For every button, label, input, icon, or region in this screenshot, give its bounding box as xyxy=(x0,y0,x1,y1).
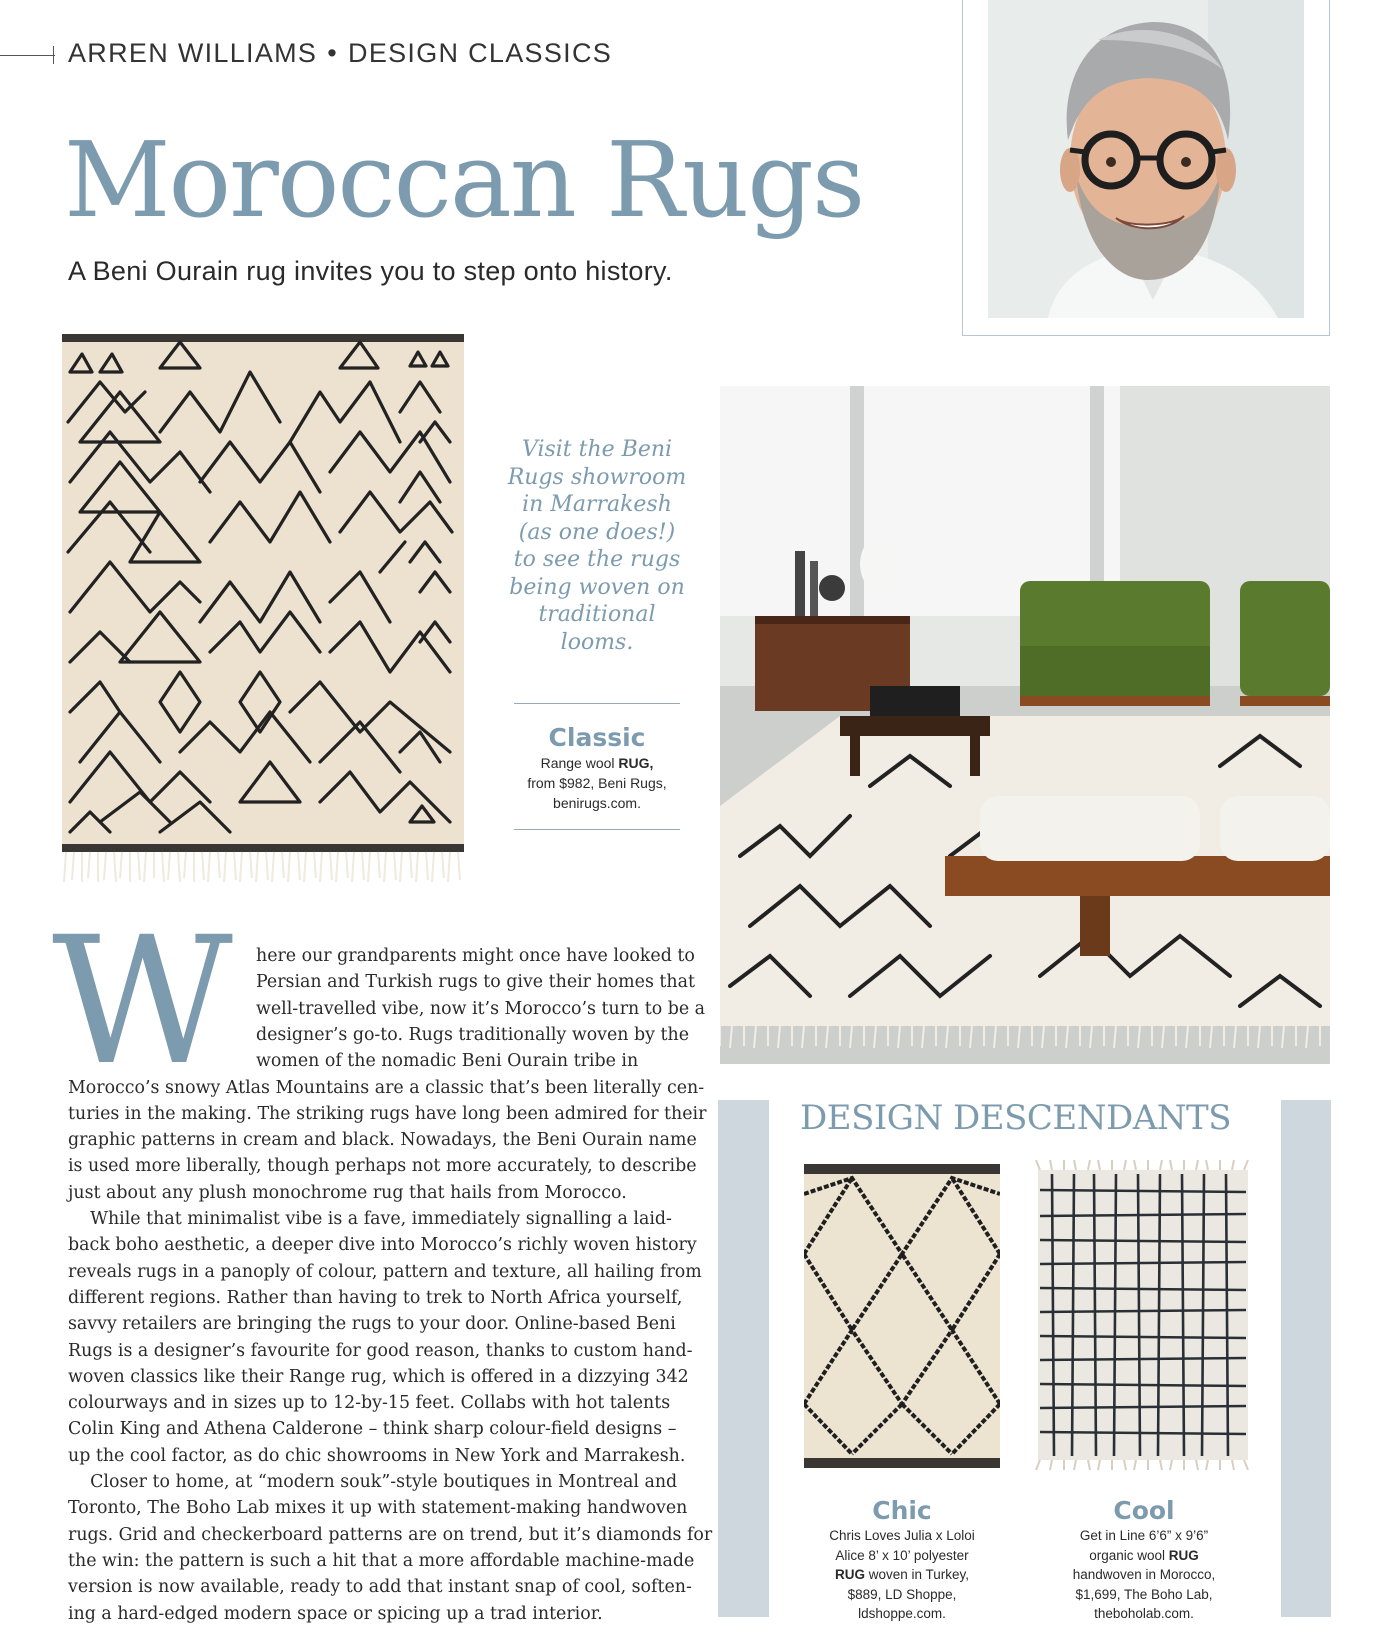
article-line: colourways and in sizes up to 12-by-15 feet. Collabs with hot talents xyxy=(68,1393,671,1414)
article-line: Morocco’s snowy Atlas Mountains are a classic that’s been literally cen- xyxy=(68,1077,705,1098)
classic-line3: benirugs.com. xyxy=(553,795,641,811)
article-line: turies in the making. The striking rugs have long been admired for their xyxy=(68,1103,707,1124)
article-line: savvy retailers are bringing the rugs to your door. Online-based Beni xyxy=(68,1314,676,1335)
article-line: back boho aesthetic, a deeper dive into Morocco’s richly woven history xyxy=(68,1235,697,1256)
article-line: Persian and Turkish rugs to give their homes that xyxy=(256,972,695,993)
chic-line4: $889, LD Shoppe, xyxy=(847,1586,957,1602)
chic-line1: Chris Loves Julia x Loloi xyxy=(829,1528,975,1543)
classic-title: Classic xyxy=(548,723,646,752)
classic-details xyxy=(500,753,694,813)
article-line: Rugs is a designer’s favourite for good reason, thanks to custom hand- xyxy=(68,1340,693,1361)
cool-line3: handwoven in Morocco, xyxy=(1072,1567,1216,1582)
drop-cap: W xyxy=(52,899,233,1104)
header-rule-tick xyxy=(53,46,54,64)
header-rule xyxy=(0,55,55,56)
article-line: designer’s go-to. Rugs traditionally woven by the xyxy=(256,1024,689,1045)
page-title: Moroccan Rugs xyxy=(64,119,864,241)
caption-rule-top xyxy=(514,703,680,704)
page-subtitle: A Beni Ourain rug invites you to step onto history. xyxy=(68,256,673,286)
article-line: women of the nomadic Beni Ourain tribe in xyxy=(256,1051,639,1072)
article-line: Closer to home, at “modern souk”-style boutiques in Montreal and xyxy=(68,1472,678,1492)
article-line: is used more liberally, though perhaps not more accurately, to describe xyxy=(68,1156,697,1177)
cool-line5: theboholab.com. xyxy=(1094,1606,1194,1621)
classic-rug-label: RUG, xyxy=(618,755,654,771)
article-line: ing a hard-edged modern space or spicing up a trad interior. xyxy=(68,1603,603,1624)
pull-quote-line: being woven on xyxy=(509,574,685,600)
cool-caption xyxy=(1044,1496,1244,1624)
chic-line3: woven in Turkey, xyxy=(868,1567,970,1582)
article-line: the win: the pattern is such a hit that a more affordable machine-made xyxy=(68,1550,695,1571)
kicker xyxy=(68,38,612,69)
chic-rug-label: RUG xyxy=(834,1567,865,1582)
cool-rug-image xyxy=(1032,1160,1254,1470)
article-line: graphic patterns in cream and black. Nowadays, the Beni Ourain name xyxy=(68,1130,697,1151)
article-line: up the cool factor, as do chic showrooms in New York and Marrakesh. xyxy=(68,1445,686,1466)
article-line: Colin King and Athena Calderone – think sharp colour-field designs – xyxy=(68,1419,677,1440)
sidebar-panel-right xyxy=(1281,1100,1331,1617)
sidebar-title: DESIGN DESCENDANTS xyxy=(800,1098,1232,1138)
article-line: version is now available, ready to add that instant snap of cool, soften- xyxy=(68,1577,692,1598)
kicker-separator: • xyxy=(327,38,339,68)
pull-quote-line: Visit the Beni xyxy=(521,437,673,462)
article-line: woven classics like their Range rug, which is offered in a dizzying 342 xyxy=(68,1366,689,1387)
article-line: here our grandparents might once have looked to xyxy=(256,946,695,966)
chic-details xyxy=(802,1526,1002,1624)
article-line: While that minimalist vibe is a fave, immediately signalling a laid- xyxy=(68,1209,672,1229)
article-line: just about any plush monochrome rug that hails from Morocco. xyxy=(68,1182,627,1203)
caption-rule-bottom xyxy=(514,829,680,830)
article-line: Toronto, The Boho Lab mixes it up with statement-making handwoven xyxy=(68,1498,688,1519)
chic-rug-image xyxy=(804,1164,1000,1468)
cool-title: Cool xyxy=(1113,1496,1175,1525)
chic-line5: ldshoppe.com. xyxy=(858,1606,946,1621)
column-name: DESIGN CLASSICS xyxy=(348,38,613,68)
cool-line1: Get in Line 6’6” x 9’6” xyxy=(1079,1528,1209,1543)
chic-caption xyxy=(802,1496,1002,1624)
article-line: well-travelled vibe, now it’s Morocco’s turn to be a xyxy=(256,998,706,1019)
classic-caption xyxy=(500,723,694,813)
pull-quote xyxy=(500,436,694,656)
living-room-photo xyxy=(720,386,1330,1064)
chic-title: Chic xyxy=(872,1496,932,1525)
cool-details xyxy=(1044,1526,1244,1624)
pull-quote-line: (as one does!) xyxy=(518,519,676,545)
pull-quote-line: traditional looms. xyxy=(538,602,656,655)
chic-line2: Alice 8’ x 10’ polyester xyxy=(835,1547,969,1563)
cool-line4: $1,699, The Boho Lab, xyxy=(1075,1586,1213,1602)
classic-line1: Range wool xyxy=(540,755,615,771)
classic-line2: from $982, Beni Rugs, xyxy=(527,775,667,791)
cool-rug-label: RUG xyxy=(1168,1547,1199,1563)
pull-quote-line: in Marrakesh xyxy=(522,492,672,517)
author-name: ARREN WILLIAMS xyxy=(68,38,318,68)
cool-line2: organic wool xyxy=(1089,1547,1166,1563)
classic-rug-image xyxy=(60,332,466,884)
pull-quote-line: to see the rugs xyxy=(513,547,681,572)
article-line: rugs. Grid and checkerboard patterns are on trend, but it’s diamonds for xyxy=(68,1524,713,1545)
author-portrait xyxy=(988,0,1304,318)
pull-quote-line: Rugs showroom xyxy=(507,464,687,490)
sidebar-panel-left xyxy=(718,1100,769,1617)
article-line: different regions. Rather than having to trek to North Africa yourself, xyxy=(68,1287,683,1308)
article-line: reveals rugs in a panoply of colour, pattern and texture, all hailing from xyxy=(68,1261,702,1282)
